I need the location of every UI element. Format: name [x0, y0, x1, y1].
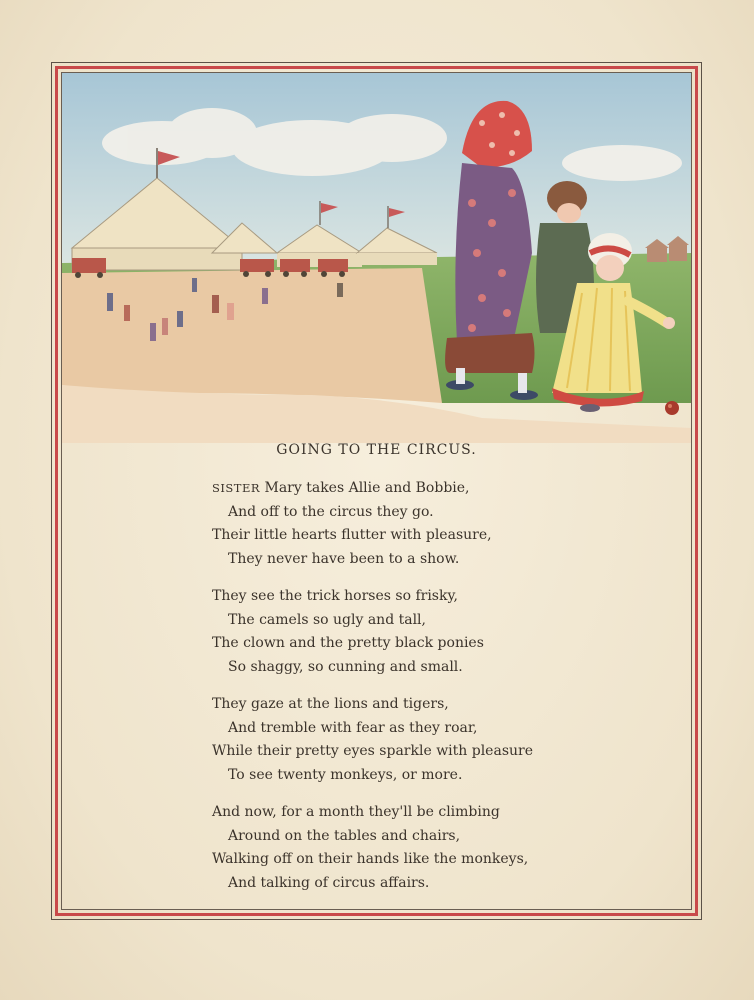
poem-line: They never have been to a show.: [228, 550, 460, 567]
poem-line: Their little hearts flutter with pleasure,: [212, 527, 492, 543]
poem-line: The camels so ugly and tall,: [228, 611, 426, 628]
stanza-2: [212, 585, 612, 679]
poem-line: To see twenty monkeys, or more.: [228, 766, 463, 783]
poem-line: Around on the tables and chairs,: [228, 827, 461, 844]
stanza-3: [212, 693, 612, 787]
first-word: SISTER: [212, 481, 261, 495]
poem-line: They gaze at the lions and tigers,: [212, 696, 449, 712]
poem-line: So shaggy, so cunning and small.: [228, 658, 463, 675]
poem-line: Walking off on their hands like the monkeys,: [212, 851, 529, 867]
poem-title: GOING TO THE CIRCUS.: [276, 442, 477, 458]
poem-line: SISTER Mary takes Allie and Bobbie,: [212, 480, 470, 496]
poem-line: And talking of circus affairs.: [228, 874, 430, 891]
stanza-1: [212, 477, 612, 571]
poem-line: And now, for a month they'll be climbing: [212, 804, 500, 820]
poem-line: The clown and the pretty black ponies: [212, 635, 484, 651]
poem-body: [212, 477, 612, 909]
poem-line: And off to the circus they go.: [228, 503, 434, 520]
stanza-4: [212, 801, 612, 895]
circus-illustration: [62, 73, 691, 443]
poem-line: While their pretty eyes sparkle with pleasure: [212, 743, 533, 759]
poem-line: And tremble with fear as they roar,: [228, 719, 478, 736]
poem-line: They see the trick horses so frisky,: [212, 588, 458, 604]
